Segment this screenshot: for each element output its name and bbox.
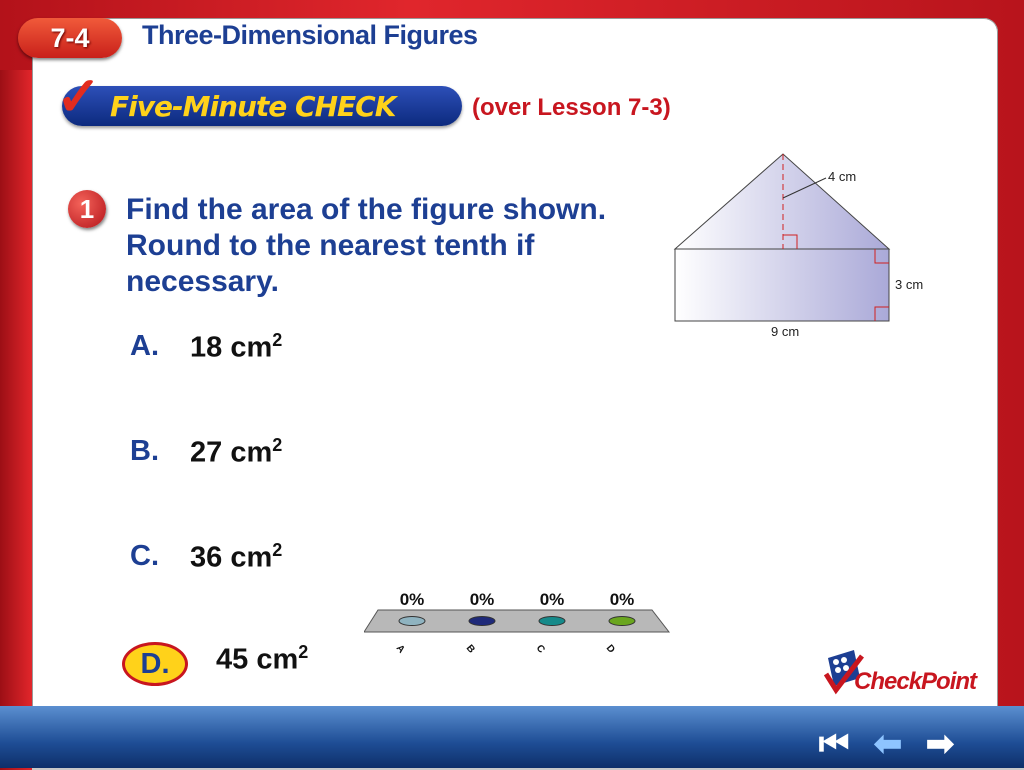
figure-diagram (660, 148, 940, 348)
question-number: 1 (68, 190, 106, 228)
over-lesson-note: (over Lesson 7-3) (472, 94, 671, 121)
choice-exponent: 2 (298, 642, 309, 662)
choice-a[interactable] (130, 330, 282, 365)
lesson-title: Three-Dimensional Figures (142, 20, 478, 50)
lesson-number: 7-4 (50, 22, 90, 53)
poll-bar (539, 617, 565, 626)
poll-percent: 0% (399, 590, 425, 609)
poll-bar (469, 617, 495, 626)
choice-letter-correct: D. (122, 642, 188, 686)
poll-percent: 0% (469, 590, 495, 609)
choice-letter: A. (130, 330, 159, 362)
banner-text: Five-Minute CHECK (110, 90, 396, 123)
choice-letter: C. (130, 540, 159, 572)
choice-exponent: 2 (272, 435, 283, 455)
choice-value: 45 cm (216, 643, 299, 676)
next-arrow-icon[interactable]: ➡ (925, 725, 955, 763)
choice-b[interactable] (130, 435, 282, 470)
poll-percent: 0% (539, 590, 565, 609)
choice-exponent: 2 (272, 540, 283, 560)
frame-left-bar (0, 70, 32, 770)
poll-category: A (393, 642, 407, 656)
back-arrow-icon[interactable]: ⬅ (873, 725, 903, 763)
height-label: 3 cm (895, 277, 924, 292)
poll-percent: 0% (609, 590, 635, 609)
rectangle-shape (675, 249, 889, 321)
choice-c[interactable] (130, 540, 282, 575)
checkmark-icon: ✓ (56, 67, 102, 127)
checkpoint-text: CheckPoint (854, 668, 977, 695)
choice-value: 18 cm (190, 331, 273, 364)
lesson-number-badge (18, 18, 122, 58)
poll-category: C (533, 642, 547, 656)
base-label: 9 cm (771, 324, 800, 339)
poll-results (364, 588, 674, 658)
poll-category: B (463, 642, 477, 656)
choice-d[interactable] (130, 642, 308, 686)
choice-value: 36 cm (190, 541, 273, 574)
choice-letter: B. (130, 435, 159, 467)
checkpoint-logo (824, 650, 977, 701)
slant-label: 4 cm (828, 169, 857, 184)
poll-bar (609, 617, 635, 626)
first-slide-icon[interactable]: ⏮ (818, 725, 850, 763)
choice-value: 27 cm (190, 436, 273, 469)
poll-bar (399, 617, 425, 626)
question-text: Find the area of the figure shown. Round to the nearest tenth if necessary. (126, 193, 607, 298)
choice-exponent: 2 (272, 330, 283, 350)
five-minute-check-banner (56, 67, 462, 127)
poll-category: D (603, 642, 617, 656)
triangle-shape (675, 154, 889, 249)
